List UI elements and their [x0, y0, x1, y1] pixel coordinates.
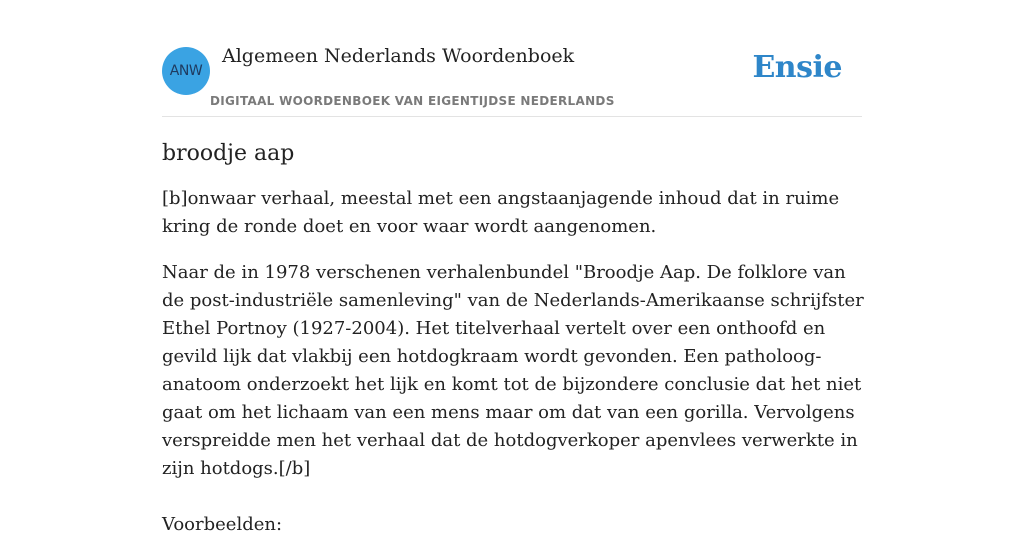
entry-content — [162, 138, 867, 539]
site-header — [162, 0, 862, 117]
entry-explanation: Naar de in 1978 verschenen verhalenbundel "Broodje Aap. De folklore van de post-industriële samenleving" van de Nederlands-Amerikaanse schrijfster Ethel Portnoy (1927-2004). Het titelverhaal vertelt over een onthoofd en gevild lijk dat vlakbij een hotdogkraam wordt gevonden. Een patholoog-anatoom onderzoekt het lijk en komt tot de bijzondere conclusie dat het niet gaat om het lichaam van een mens maar om dat van een gorilla. Vervolgens verspreidde men het verhaal dat de hotdogverkoper apenvlees verwerkte in zijn hotdogs.[/b] — [162, 262, 864, 479]
examples-heading: Voorbeelden: — [162, 514, 283, 535]
site-title[interactable]: Algemeen Nederlands Woordenboek — [222, 45, 575, 67]
entry-definition: [b]onwaar verhaal, meestal met een angstaanjagende inhoud dat in ruime kring de ronde doet en voor waar wordt aangenomen. — [162, 188, 840, 237]
entry-title: broodje aap — [162, 141, 295, 166]
anw-logo[interactable]: ANW — [162, 47, 210, 95]
ensie-brand-link[interactable]: Ensie — [752, 50, 842, 85]
site-subtitle: DIGITAAL WOORDENBOEK VAN EIGENTIJDSE NEDERLANDS — [210, 94, 615, 108]
